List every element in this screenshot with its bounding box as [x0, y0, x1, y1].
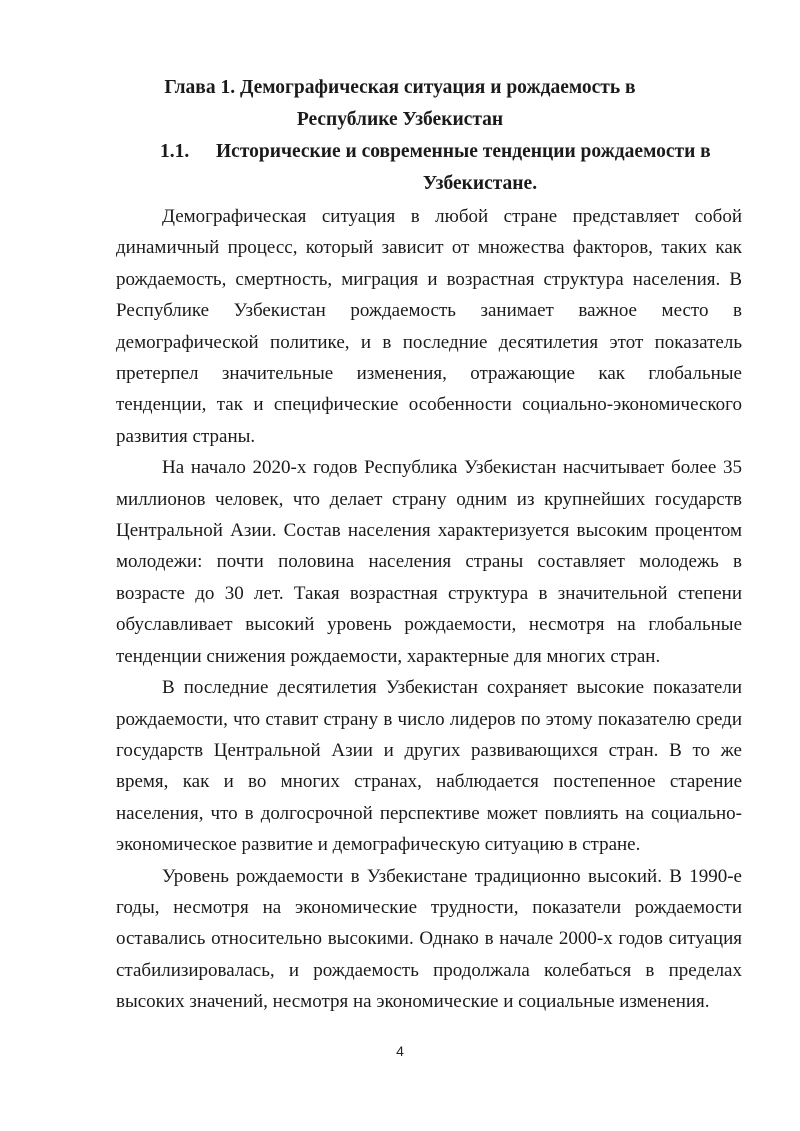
section-title-line2: Узбекистане. — [422, 173, 538, 194]
section-number: 1.1. — [160, 141, 190, 162]
section-title-line1: Исторические и современные тенденции рождаемости в — [216, 141, 711, 162]
section-heading-line1 — [120, 136, 720, 168]
page-number: 4 — [396, 1043, 404, 1059]
paragraph: На начало 2020-х годов Республика Узбекистан насчитывает более 35 миллионов человек, что делает страну одним из крупнейших государств Центральной Азии. Состав населения характеризуется высоким процентом молодежи: почти половина населения страны составляет молодежь в возрасте до 30 лет. Такая возрастная структура в значительной степени обуславливает высокий уровень рождаемости, несмотря на глобальные тенденции снижения рождаемости, характерные для многих стран. — [116, 457, 742, 667]
paragraph: Демографическая ситуация в любой стране представляет собой динамичный процесс, который зависит от множества факторов, таких как рождаемость, смертность, миграция и возрастная структура населения. В Республике Узбекистан рождаемость занимает важное место в демографической политике, и в последние десятилетия этот показатель претерпел значительные изменения, отражающие как глобальные тенденции, так и специфические особенности социально-экономического развития страны. — [116, 206, 742, 447]
paragraph: В последние десятилетия Узбекистан сохраняет высокие показатели рождаемости, что ставит страну в число лидеров по этому показателю среди государств Центральной Азии и других развивающихся стран. В то же время, как и во многих странах, наблюдается постепенное старение населения, что в долгосрочной перспективе может повлиять на социально-экономическое развитие и демографическую ситуацию в стране. — [116, 677, 742, 856]
chapter-title: Глава 1. Демографическая ситуация и рождаемость в Республике Узбекистан — [164, 77, 636, 130]
section-heading — [120, 136, 720, 200]
body-text — [116, 201, 742, 1018]
paragraph: Уровень рождаемости в Узбекистане традиционно высокий. В 1990-е годы, несмотря на экономические трудности, показатели рождаемости оставались относительно высокими. Однако в начале 2000-х годов ситуация стабилизировалась, и рождаемость продолжала колебаться в пределах высоких значений, несмотря на экономические и социальные изменения. — [116, 865, 742, 1013]
